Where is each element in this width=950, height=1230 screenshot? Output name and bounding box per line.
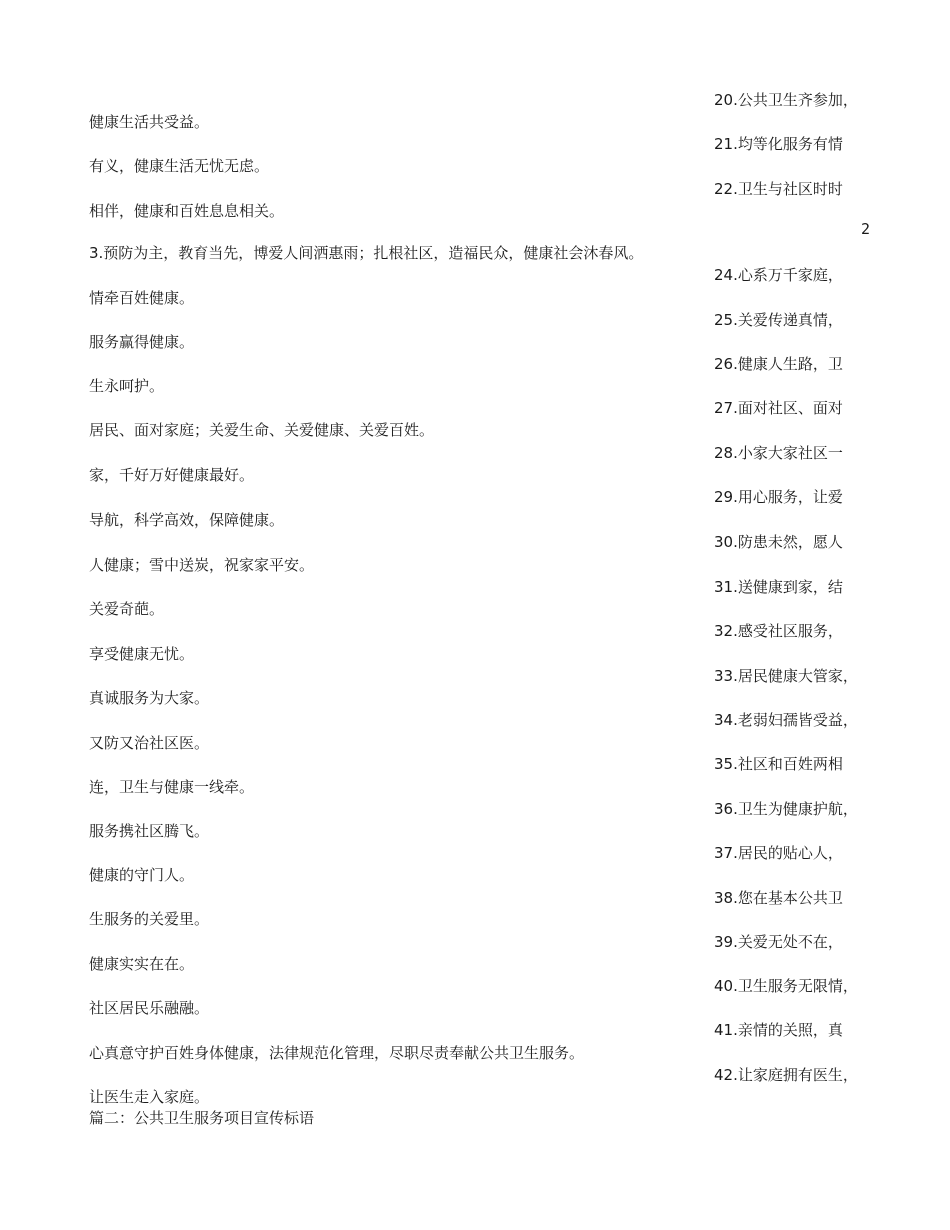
numbered-line: 26.健康人生路，卫 (714, 355, 843, 373)
numbered-line: 34.老弱妇孺皆受益， (714, 711, 858, 729)
text-line: 真诚服务为大家。 (89, 689, 210, 707)
numbered-line: 37.居民的贴心人， (714, 844, 843, 862)
numbered-line: 28.小家大家社区一 (714, 444, 843, 462)
numbered-line: 41.亲情的关照，真 (714, 1021, 843, 1039)
page-number: 2 (861, 220, 871, 238)
text-line: 社区居民乐融融。 (89, 999, 210, 1017)
text-line: 健康的守门人。 (89, 866, 195, 884)
numbered-line: 40.卫生服务无限情， (714, 977, 858, 995)
numbered-line: 29.用心服务，让爱 (714, 488, 843, 506)
text-line: 生服务的关爱里。 (89, 910, 210, 928)
numbered-line: 27.面对社区、面对 (714, 399, 843, 417)
numbered-line: 38.您在基本公共卫 (714, 889, 843, 907)
text-line: 家，千好万好健康最好。 (89, 466, 255, 484)
text-line: 健康实实在在。 (89, 955, 195, 973)
section-heading: 篇二：公共卫生服务项目宣传标语 (89, 1109, 315, 1127)
text-line: 人健康；雪中送炭，祝家家平安。 (89, 556, 315, 574)
numbered-line: 42.让家庭拥有医生， (714, 1066, 858, 1084)
numbered-line: 32.感受社区服务， (714, 622, 843, 640)
numbered-line: 36.卫生为健康护航， (714, 800, 858, 818)
text-line: 3.预防为主，教育当先，博爱人间洒惠雨；扎根社区，造福民众，健康社会沐春风。 (89, 244, 644, 262)
numbered-line: 24.心系万千家庭， (714, 266, 843, 284)
text-line: 生永呵护。 (89, 377, 165, 395)
text-line: 连，卫生与健康一线牵。 (89, 778, 255, 796)
numbered-line: 31.送健康到家，结 (714, 578, 843, 596)
text-line: 服务赢得健康。 (89, 333, 195, 351)
text-line: 健康生活共受益。 (89, 113, 210, 131)
text-line: 让医生走入家庭。 (89, 1088, 210, 1106)
text-line: 服务携社区腾飞。 (89, 822, 210, 840)
text-line: 导航，科学高效，保障健康。 (89, 511, 285, 529)
numbered-line: 39.关爱无处不在， (714, 933, 843, 951)
text-line: 居民、面对家庭；关爱生命、关爱健康、关爱百姓。 (89, 421, 435, 439)
text-line: 享受健康无忧。 (89, 645, 195, 663)
text-line: 心真意守护百姓身体健康，法律规范化管理，尽职尽责奉献公共卫生服务。 (89, 1044, 585, 1062)
numbered-line: 21.均等化服务有情 (714, 135, 843, 153)
numbered-line: 30.防患未然，愿人 (714, 533, 843, 551)
text-line: 情牵百姓健康。 (89, 289, 195, 307)
text-line: 有义，健康生活无忧无虑。 (89, 157, 270, 175)
numbered-line: 33.居民健康大管家， (714, 667, 858, 685)
numbered-line: 35.社区和百姓两相 (714, 755, 843, 773)
text-line: 相伴，健康和百姓息息相关。 (89, 202, 285, 220)
numbered-line: 20.公共卫生齐参加， (714, 91, 858, 109)
text-line: 又防又治社区医。 (89, 734, 210, 752)
text-line: 关爱奇葩。 (89, 600, 165, 618)
numbered-line: 25.关爱传递真情， (714, 311, 843, 329)
numbered-line: 22.卫生与社区时时 (714, 180, 843, 198)
